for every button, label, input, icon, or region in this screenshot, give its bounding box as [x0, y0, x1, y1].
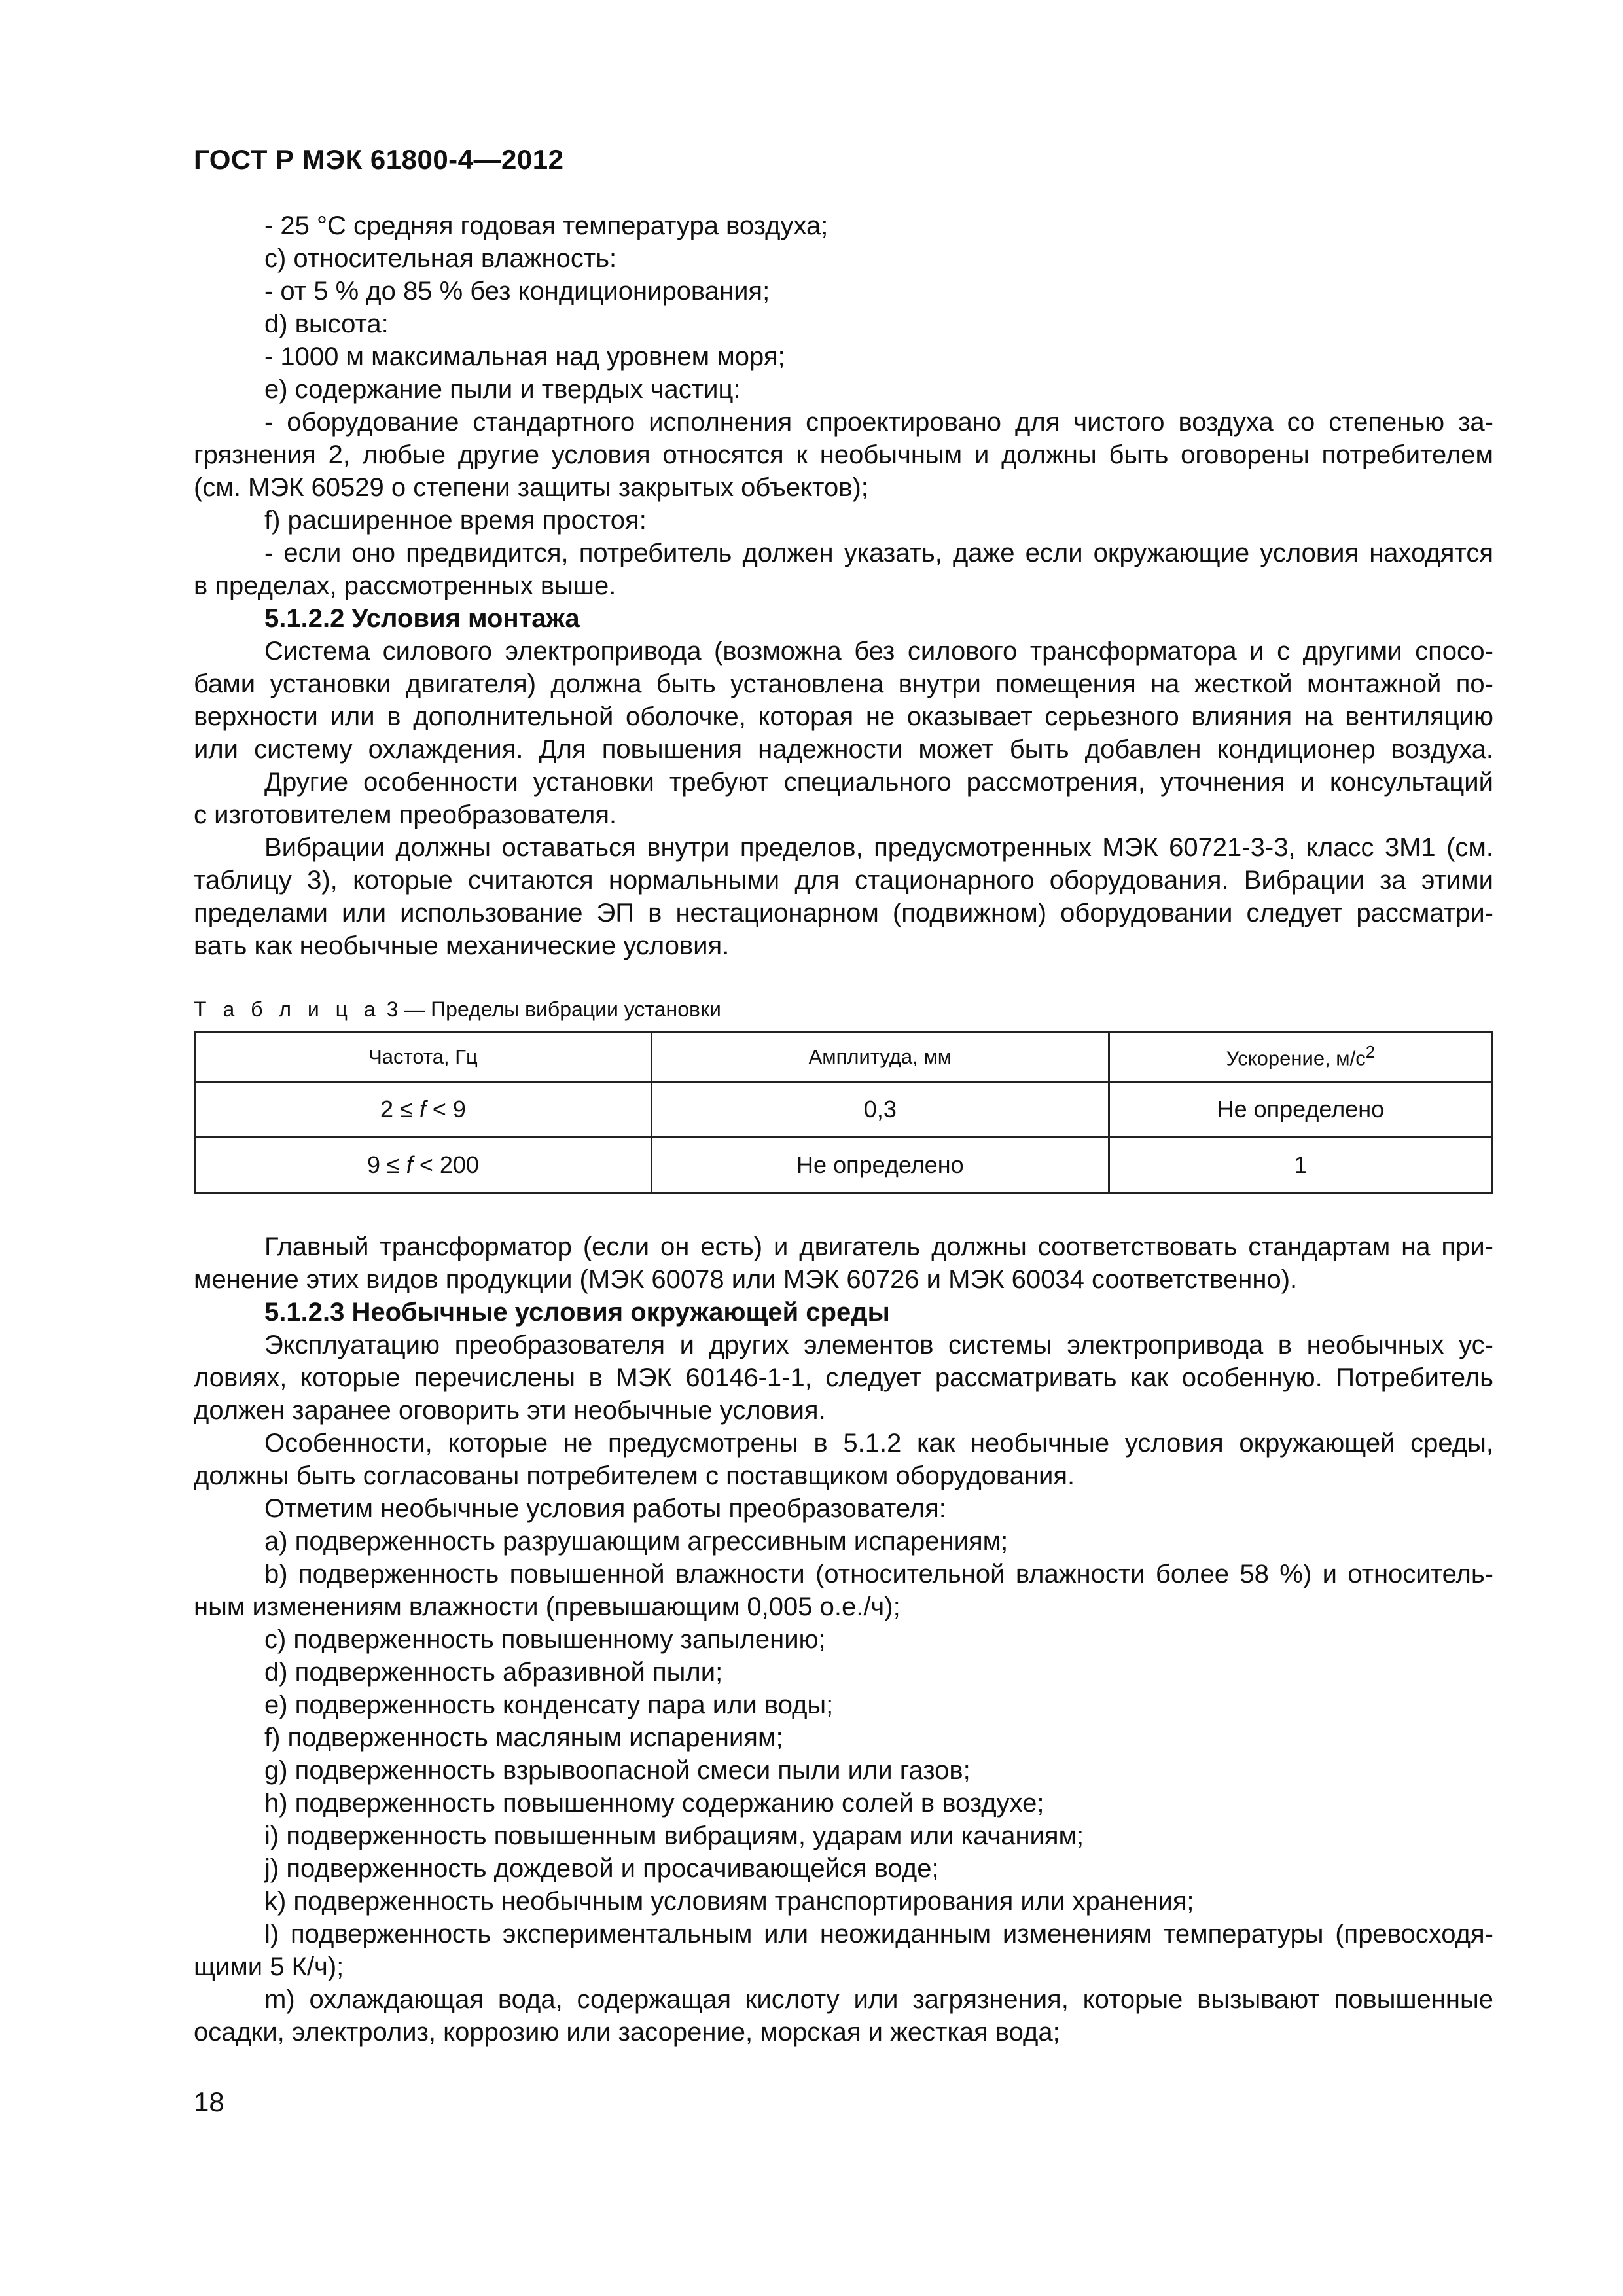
text-line: Эксплуатацию преобразователя и других элементов системы электропривода в необычных ус-: [264, 1331, 1493, 1359]
table-caption-text: 3 — Пределы вибрации установки: [386, 997, 721, 1021]
text-line: должны быть согласованы потребителем с поставщиком оборудования.: [194, 1462, 1075, 1490]
text-line: щими 5 К/ч);: [194, 1952, 344, 1981]
list-item: b) подверженность повышенной влажности (относительной влажности более 58 %) и относитель-: [264, 1560, 1493, 1588]
text-block-top: [194, 209, 1493, 962]
main-content: [194, 209, 1493, 2049]
header-amplitude: Амплитуда, мм: [651, 1033, 1109, 1082]
list-item: h) подверженность повышенному содержанию солей в воздухе;: [264, 1789, 1044, 1818]
text-line: d) высота:: [264, 310, 389, 338]
list-item: d) подверженность абразивной пыли;: [264, 1658, 723, 1687]
list-item: k) подверженность необычным условиям транспортирования или хранения;: [264, 1887, 1194, 1916]
text-line: - оборудование стандартного исполнения спроектировано для чистого воздуха со степенью за-: [264, 408, 1493, 437]
text-line: в пределах, рассмотренных выше.: [194, 571, 616, 600]
document-header: ГОСТ Р МЭК 61800-4—2012: [194, 144, 564, 175]
table-row: [195, 1138, 1493, 1193]
text-line: f) расширенное время простоя:: [264, 506, 647, 535]
cell-frequency: 2 ≤ f < 9: [195, 1082, 652, 1138]
text-line: e) содержание пыли и твердых частиц:: [264, 375, 741, 404]
text-line: верхности или в дополнительной оболочке, которая не оказывает серьезного влияния на вентиляцию: [194, 702, 1493, 731]
text-line: Отметим необычные условия работы преобразователя:: [264, 1494, 946, 1523]
text-line: или систему охлаждения. Для повышения надежности может быть добавлен кондиционер воздуха.: [194, 735, 1493, 764]
text-line: Система силового электропривода (возможна без силового трансформатора и с другими спосо-: [264, 637, 1493, 666]
text-line: ловиях, которые перечислены в МЭК 60146-1-1, следует рассматривать как особенную. Потребитель: [194, 1363, 1493, 1392]
text-line: (см. МЭК 60529 о степени защиты закрытых объектов);: [194, 473, 868, 502]
header-frequency: Частота, Гц: [195, 1033, 652, 1082]
cell-acceleration: Не определено: [1109, 1082, 1492, 1138]
header-acceleration: Ускорение, $м/с^2$: [1109, 1033, 1492, 1082]
text-line: Другие особенности установки требуют специального рассмотрения, уточнения и консультаций: [264, 768, 1493, 797]
cell-amplitude: Не определено: [651, 1138, 1109, 1193]
table-row: [195, 1082, 1493, 1138]
text-line: менение этих видов продукции (МЭК 60078 или МЭК 60726 и МЭК 60034 соответственно).: [194, 1265, 1298, 1294]
text-line: Особенности, которые не предусмотрены в 5.1.2 как необычные условия окружающей среды,: [264, 1429, 1493, 1458]
text-line: пределами или использование ЭП в нестационарном (подвижном) оборудовании следует рассматри-: [194, 899, 1493, 927]
list-item: j) подверженность дождевой и просачивающейся воде;: [264, 1854, 939, 1883]
text-line: таблицу 3), которые считаются нормальными для стационарного оборудования. Вибрации за этими: [194, 866, 1493, 895]
list-item: f) подверженность масляным испарениям;: [264, 1723, 783, 1752]
text-line: ным изменениям влажности (превышающим 0,005 о.е./ч);: [194, 1592, 901, 1621]
text-line: Главный трансформатор (если он есть) и двигатель должны соответствовать стандартам на при-: [264, 1232, 1493, 1261]
cell-acceleration: 1: [1109, 1138, 1492, 1193]
list-item: c) подверженность повышенному запылению;: [264, 1625, 826, 1654]
text-line: Вибрации должны оставаться внутри пределов, предусмотренных МЭК 60721-3-3, класс 3М1 (см.: [264, 833, 1493, 862]
text-line: с изготовителем преобразователя.: [194, 800, 617, 829]
list-item: g) подверженность взрывоопасной смеси пыли или газов;: [264, 1756, 971, 1785]
list-item: i) подверженность повышенным вибрациям, ударам или качаниям;: [264, 1821, 1084, 1850]
table-caption-label: Т а б л и ц а: [194, 997, 381, 1021]
text-line: должен заранее оговорить эти необычные условия.: [194, 1396, 826, 1425]
text-line: осадки, электролиз, коррозию или засорение, морская и жесткая вода;: [194, 2018, 1060, 2047]
section-heading: 5.1.2.3 Необычные условия окружающей среды: [264, 1298, 890, 1327]
cell-amplitude: 0,3: [651, 1082, 1109, 1138]
acceleration-unit-exponent: 2: [1365, 1043, 1376, 1062]
text-line: - 25 °С средняя годовая температура воздуха;: [264, 211, 829, 240]
table-caption: [194, 996, 1493, 1022]
text-line: бами установки двигателя) должна быть установлена внутри помещения на жесткой монтажной по-: [194, 670, 1493, 698]
section-heading: 5.1.2.2 Условия монтажа: [264, 604, 580, 633]
text-line: - если оно предвидится, потребитель должен указать, даже если окружающие условия находятся: [264, 539, 1493, 567]
text-line: - 1000 м максимальная над уровнем моря;: [264, 342, 785, 371]
list-item: l) подверженность экспериментальным или неожиданным изменениям температуры (превосходя-: [264, 1920, 1493, 1948]
text-line: - от 5 % до 85 % без кондиционирования;: [264, 277, 770, 306]
text-block-bottom: [194, 1230, 1493, 2049]
text-line: c) относительная влажность:: [264, 244, 617, 273]
table-header-row: [195, 1033, 1493, 1082]
list-item: m) охлаждающая вода, содержащая кислоту или загрязнения, которые вызывают повышенные: [264, 1985, 1493, 2014]
text-line: грязнения 2, любые другие условия относятся к необычным и должны быть оговорены потребителем: [194, 440, 1493, 469]
list-item: e) подверженность конденсату пара или воды;: [264, 1691, 834, 1719]
text-line: вать как необычные механические условия.: [194, 931, 730, 960]
vibration-table: [194, 1031, 1493, 1194]
cell-frequency: 9 ≤ f < 200: [195, 1138, 652, 1193]
list-item: a) подверженность разрушающим агрессивным испарениям;: [264, 1527, 1008, 1556]
page-number: 18: [194, 2087, 224, 2117]
